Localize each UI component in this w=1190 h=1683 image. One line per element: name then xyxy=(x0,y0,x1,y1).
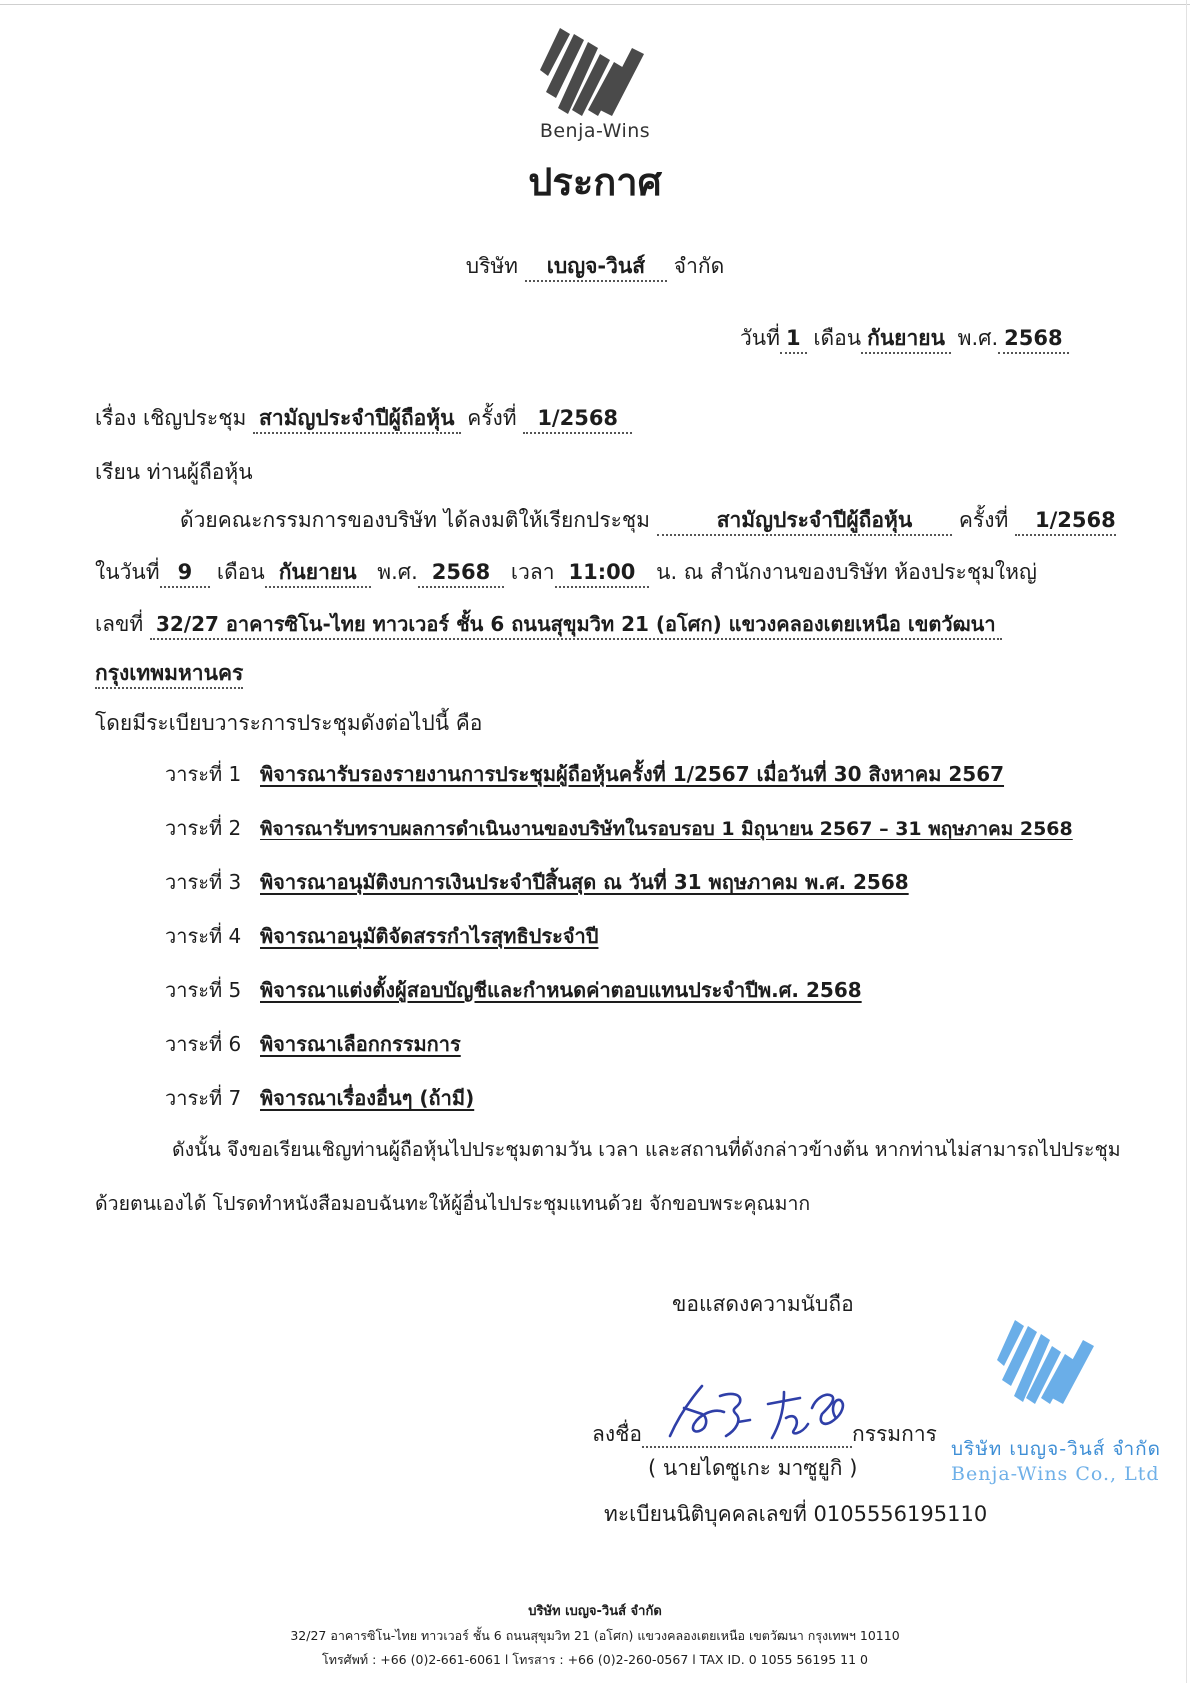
agenda-item xyxy=(165,868,909,896)
agenda-item xyxy=(165,760,1004,788)
agenda-item xyxy=(165,922,598,950)
agenda-item xyxy=(165,814,1073,843)
meeting-city: กรุงเทพมหานคร xyxy=(95,659,243,689)
agenda-text: พิจารณารับทราบผลการดำเนินงานของบริษัทในรอบรอบ 1 มิถุนายน 2567 – 31 พฤษภาคม 2568 xyxy=(260,818,1073,840)
meeting-time-label: เวลา xyxy=(510,560,555,584)
agenda-item xyxy=(165,1084,474,1112)
meeting-year: 2568 xyxy=(418,558,504,588)
body-line-1 xyxy=(180,506,1116,536)
date-year-label: พ.ศ. xyxy=(957,326,999,350)
company-stamp xyxy=(945,1320,1162,1490)
date-month-label: เดือน xyxy=(813,326,862,350)
date-year: 2568 xyxy=(998,324,1068,354)
agenda-number: วาระที่ 5 xyxy=(165,978,242,1002)
meeting-month: กันยายน xyxy=(265,558,371,588)
date-line xyxy=(740,324,1069,354)
agenda-text: พิจารณารับรองรายงานการประชุมผู้ถือหุ้นครั้งที่ 1/2567 เมื่อวันที่ 30 สิงหาคม 2567 xyxy=(260,762,1005,786)
agenda-number: วาระที่ 6 xyxy=(165,1032,242,1056)
agenda-item xyxy=(165,976,862,1004)
handwritten-signature xyxy=(650,1378,870,1448)
stripes-logo-icon xyxy=(540,28,650,128)
company-suffix: จำกัด xyxy=(673,254,725,278)
logo-brand-text: Benja-Wins xyxy=(539,120,651,142)
agenda-text: พิจารณาอนุมัติจัดสรรกำไรสุทธิประจำปี xyxy=(260,924,599,948)
company-line xyxy=(0,252,1190,282)
body-meeting: สามัญประจำปีผู้ถือหุ้น xyxy=(657,506,953,536)
body-line-2 xyxy=(95,558,1037,588)
date-day-label: วันที่ xyxy=(740,326,780,350)
body-intro: ด้วยคณะกรรมการของบริษัท ได้ลงมติให้เรียกประชุม xyxy=(180,508,650,532)
company-name: เบญจ-วินส์ xyxy=(525,252,667,282)
company-prefix: บริษัท xyxy=(465,254,519,278)
meeting-time: 11:00 xyxy=(555,558,650,588)
subject-no-label: ครั้งที่ xyxy=(467,406,517,430)
salutation: เรียน ท่านผู้ถือหุ้น xyxy=(95,460,253,484)
company-logo xyxy=(540,28,650,128)
agenda-intro: โดยมีระเบียบวาระการประชุมดังต่อไปนี้ คือ xyxy=(95,711,483,735)
closing-line-1: ดังนั้น จึงขอเรียนเชิญท่านผู้ถือหุ้นไปประชุมตามวัน เวลา และสถานที่ดังกล่าวข้างต้น หากท่านไม่สามารถไปประชุม xyxy=(172,1138,1121,1161)
meeting-venue: น. ณ สำนักงานของบริษัท ห้องประชุมใหญ่ xyxy=(656,560,1037,584)
stamp-line-2: Benja-Wins Co., Ltd xyxy=(951,1463,1160,1485)
subject-label: เรื่อง เชิญประชุม xyxy=(95,406,247,430)
meeting-year-label: พ.ศ. xyxy=(377,560,418,584)
address-label: เลขที่ xyxy=(95,612,144,636)
body-no-label: ครั้งที่ xyxy=(958,508,1009,532)
page-title: ประกาศ xyxy=(528,160,662,204)
meeting-day-label: ในวันที่ xyxy=(95,560,160,584)
closing-line-2: ด้วยตนเองได้ โปรดทำหนังสือมอบฉันทะให้ผู้อื่นไปประชุมแทนด้วย จักขอบพระคุณมาก xyxy=(95,1192,811,1215)
stamp-line-1: บริษัท เบญจ-วินส์ จำกัด xyxy=(951,1438,1162,1460)
registration-number: ทะเบียนนิติบุคคลเลขที่ 0105556195110 xyxy=(604,1502,988,1526)
agenda-text: พิจารณาอนุมัติงบการเงินประจำปีสิ้นสุด ณ วันที่ 31 พฤษภาคม พ.ศ. 2568 xyxy=(260,870,909,894)
footer-address: 32/27 อาคารซิโน-ไทย ทาวเวอร์ ชั้น 6 ถนนสุขุมวิท 21 (อโศก) แขวงคลองเตยเหนือ เขตวัฒนา กรุงเทพฯ 10110 xyxy=(290,1628,900,1643)
agenda-number: วาระที่ 4 xyxy=(165,924,242,948)
signer-name: ( นายไดซูเกะ มาซูยูกิ ) xyxy=(648,1456,858,1480)
agenda-text: พิจารณาแต่งตั้งผู้สอบบัญชีและกำหนดค่าตอบแทนประจำปีพ.ศ. 2568 xyxy=(260,978,862,1002)
agenda-text: พิจารณาเลือกกรรมการ xyxy=(260,1032,461,1056)
agenda-item xyxy=(165,1030,461,1058)
meeting-address: 32/27 อาคารซิโน-ไทย ทาวเวอร์ ชั้น 6 ถนนสุขุมวิท 21 (อโศก) แขวงคลองเตยเหนือ เขตวัฒนา xyxy=(150,610,1002,640)
agenda-number: วาระที่ 2 xyxy=(165,816,242,840)
body-no: 1/2568 xyxy=(1015,506,1116,536)
agenda-number: วาระที่ 7 xyxy=(165,1086,242,1110)
date-month: กันยายน xyxy=(861,324,951,354)
scan-edge xyxy=(0,4,1190,5)
body-line-3 xyxy=(95,610,1002,640)
regards-text: ขอแสดงความนับถือ xyxy=(672,1292,854,1316)
company-stamp-icon xyxy=(997,1320,1097,1416)
footer-company: บริษัท เบญจ-วินส์ จำกัด xyxy=(528,1604,662,1619)
body-line-4 xyxy=(95,659,243,689)
footer-contact: โทรศัพท์ : +66 (0)2-661-6061 l โทรสาร : +66 (0)2-260-0567 l TAX ID. 0 1055 56195 11 0 xyxy=(322,1652,868,1667)
date-day: 1 xyxy=(780,324,807,354)
sign-label: ลงชื่อ xyxy=(592,1422,642,1446)
subject-meeting: สามัญประจำปีผู้ถือหุ้น xyxy=(253,404,461,434)
signer-role: กรรมการ xyxy=(852,1422,937,1446)
agenda-number: วาระที่ 3 xyxy=(165,870,242,894)
subject-line xyxy=(95,404,632,434)
subject-no: 1/2568 xyxy=(523,404,632,434)
meeting-month-label: เดือน xyxy=(216,560,265,584)
meeting-day: 9 xyxy=(160,558,211,588)
agenda-number: วาระที่ 1 xyxy=(165,762,242,786)
agenda-text: พิจารณาเรื่องอื่นๆ (ถ้ามี) xyxy=(260,1086,475,1110)
